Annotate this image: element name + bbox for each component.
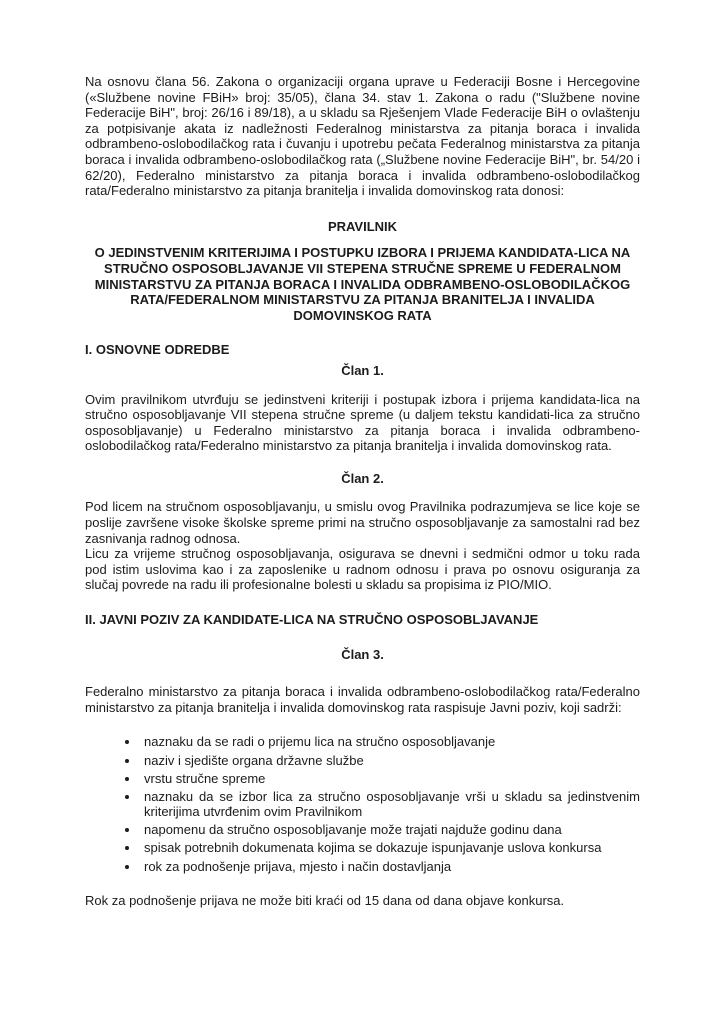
- clan-2-paragraph-1: Pod licem na stručnom osposobljavanju, u smislu ovog Pravilnika podrazumjeva se lice koje se poslije završene visoke školske spreme primi na stručno osposobljavanje za samostalni rad bez zasnivanja radnog odnosa.: [85, 499, 640, 546]
- clan-3-paragraph: Federalno ministarstvo za pitanja boraca i invalida odbrambeno-oslobodilačkog rata/Federalno ministarstvo za pitanja branitelja i invalida domovinskog rata raspisuje Javni poziv, koji sadrži:: [85, 684, 640, 715]
- article-label-clan-1: Član 1.: [341, 362, 384, 378]
- clan-1-paragraph: Ovim pravilnikom utvrđuju se jedinstveni kriteriji i postupak izbora i prijema kandidata-lica na stručno osposobljavanje VII stepena stručne spreme (u daljem tekstu kandidati-lica za stručno osposobljavanje) u Federalno ministarstvo za pitanja boraca i invalida odbrambeno-oslobodilačkog rata/Federalno ministarstvo za pitanja branitelja i invalida domovinskog rata.: [85, 391, 640, 454]
- section-heading-javni-poziv: II. JAVNI POZIV ZA KANDIDATE-LICA NA STRUČNO OSPOSOBLJAVANJE: [85, 612, 539, 628]
- closing-paragraph: Rok za podnošenje prijava ne može biti kraći od 15 dana od dana objave konkursa.: [85, 893, 565, 909]
- bullet-item-1: • naznaku da se radi o prijemu lica na stručno osposobljavanje: [140, 734, 640, 750]
- bullet-item-2: • naziv i sjedište organa državne službe: [140, 753, 640, 769]
- javni-poziv-bullet-list: [85, 734, 640, 874]
- bullet-item-4: • naznaku da se izbor lica za stručno osposobljavanje vrši u skladu sa jedinstvenim kriterijima utvrđenim ovim Pravilnikom: [140, 789, 640, 820]
- intro-paragraph: Na osnovu člana 56. Zakona o organizaciji organa uprave u Federaciji Bosne i Hercegovine («Službene novine FBiH» broj: 35/05), člana 34. stav 1. Zakona o radu ("Službene novine Federacije BiH", broj: 26/16 i 89/18), a u skladu sa Rješenjem Vlade Federacije BiH o ovlaštenju za potpisivanje akata iz nadležnosti Federalnog ministarstva za pitanja boraca i invalida odbrambeno-oslobodilačkog rata i čuvanju i upotrebu pečata Federalnog ministarstva za pitanja boraca i invalida odbrambeno-oslobodilačkog rata („Službene novine Federacije BiH", br. 54/20 i 62/20), Federalno ministarstvo za pitanja boraca i invalida odbrambeno-oslobodilačkog rata/Federalno ministarstvo za pitanja branitelja i invalida domovinskog rata donosi:: [85, 74, 640, 199]
- document-subtitle: O JEDINSTVENIM KRITERIJIMA I POSTUPKU IZBORA I PRIJEMA KANDIDATA-LICA NA STRUČNO OSPOSOBLJAVANJE VII STEPENA STRUČNE SPREME U FEDERALNOM MINISTARSTVU ZA PITANJA BORACA I INVALIDA ODBRAMBENO-OSLOBODILAČKOG RATA/FEDERALNOM MINISTARSTVU ZA PITANJA BRANITELJA I INVALIDA DOMOVINSKOG RATA: [94, 245, 631, 323]
- clan-2-paragraph-2: Licu za vrijeme stručnog osposobljavanja, osigurava se dnevni i sedmični odmor u toku rada pod istim uslovima kao i za zaposlenike u radnom odnosu i prava po osnovu osiguranja za slučaj povrede na radu ili profesionalne bolesti u skladu sa propisima iz PIO/MIO.: [85, 546, 640, 593]
- bullet-item-6: • spisak potrebnih dokumenata kojima se dokazuje ispunjavanje uslova konkursa: [140, 840, 640, 856]
- article-label-clan-3: Član 3.: [341, 646, 384, 662]
- bullet-item-5: • napomenu da stručno osposobljavanje može trajati najduže godinu dana: [140, 822, 640, 838]
- bullet-item-3: • vrstu stručne spreme: [140, 771, 640, 787]
- article-label-clan-2: Član 2.: [341, 470, 384, 486]
- bullet-item-7: • rok za podnošenje prijava, mjesto i način dostavljanja: [140, 859, 640, 875]
- document-title: PRAVILNIK: [327, 218, 398, 234]
- section-heading-osnovne-odredbe: I. OSNOVNE ODREDBE: [85, 342, 230, 358]
